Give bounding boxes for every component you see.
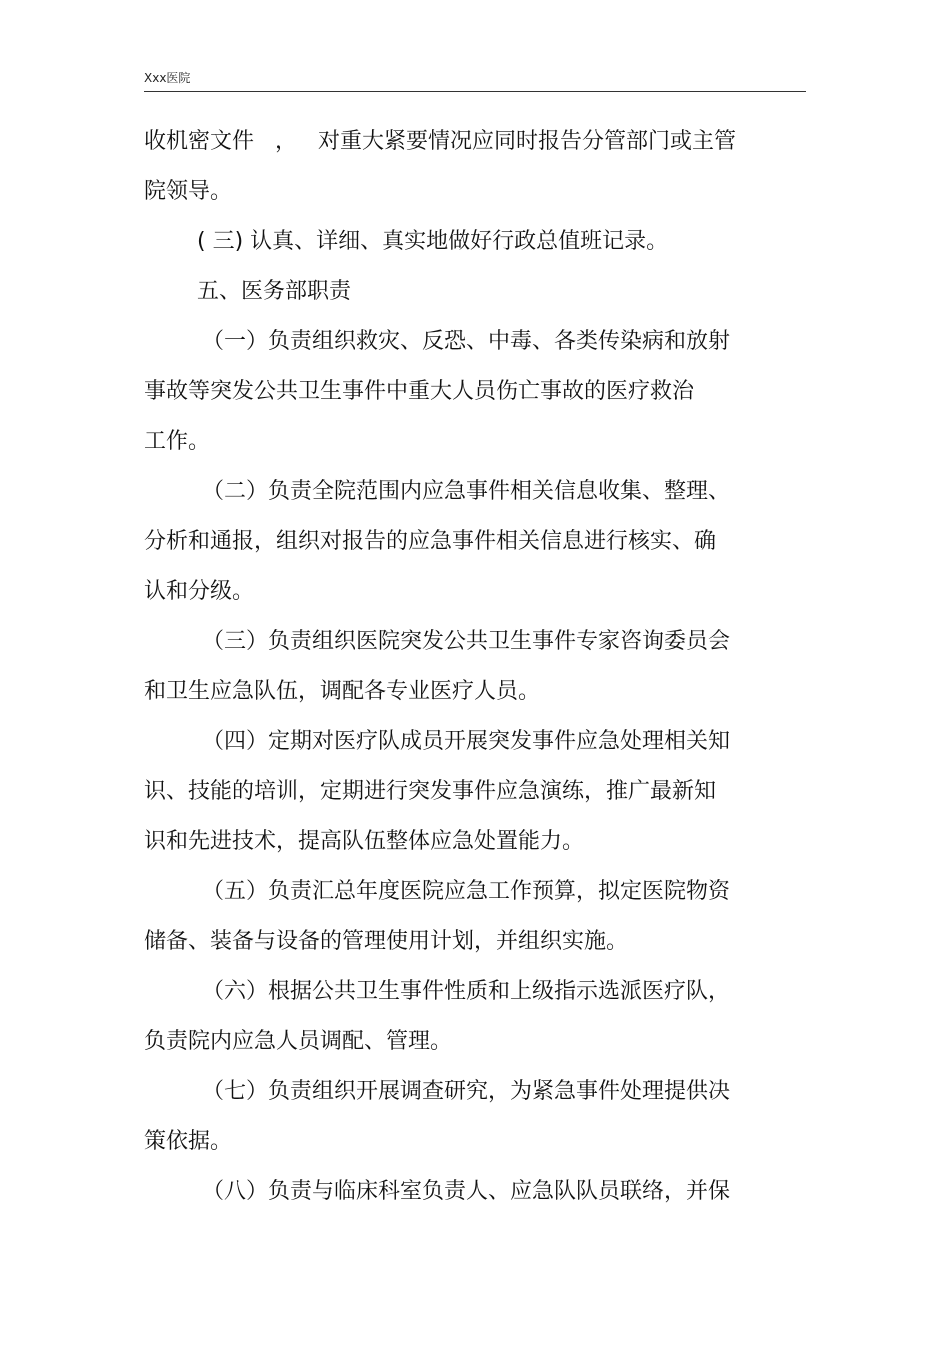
body-line: 认和分级。: [144, 579, 255, 604]
body-line: 收机密文件 ， 对重大紧要情况应同时报告分管部门或主管: [144, 129, 736, 154]
body-line: （五）负责汇总年度医院应急工作预算，拟定医院物资: [202, 879, 731, 904]
body-line: （七）负责组织开展调查研究，为紧急事件处理提供决: [202, 1079, 731, 1104]
body-line: 识、技能的培训，定期进行突发事件应急演练，推广最新知: [144, 779, 717, 804]
body-line: （二）负责全院范围内应急事件相关信息收集、整理、: [202, 479, 731, 504]
body-line: 事故等突发公共卫生事件中重大人员伤亡事故的医疗救治: [144, 379, 695, 404]
body-line: （八）负责与临床科室负责人、应急队队员联络，并保: [202, 1179, 731, 1204]
body-line: ( 三) 认真、详细、真实地做好行政总值班记录。: [197, 229, 669, 254]
body-line: （一）负责组织救灾、反恐、中毒、各类传染病和放射: [202, 329, 731, 354]
body-line: （六）根据公共卫生事件性质和上级指示选派医疗队，: [202, 979, 731, 1004]
body-line: （三）负责组织医院突发公共卫生事件专家咨询委员会: [202, 629, 731, 654]
body-line: 分析和通报，组织对报告的应急事件相关信息进行核实、确: [144, 529, 717, 554]
header-divider: [144, 91, 806, 92]
body-line: （四）定期对医疗队成员开展突发事件应急处理相关知: [202, 729, 731, 754]
body-line: 识和先进技术，提高队伍整体应急处置能力。: [144, 829, 585, 854]
body-line: 院领导。: [144, 179, 233, 204]
body-line: 策依据。: [144, 1129, 233, 1154]
body-line: 负责院内应急人员调配、管理。: [144, 1029, 453, 1054]
body-line: 和卫生应急队伍，调配各专业医疗人员。: [144, 679, 541, 704]
header-title: Xxx医院: [144, 71, 191, 85]
section-heading: 五、医务部职责: [197, 279, 352, 304]
body-line: 工作。: [144, 429, 211, 454]
body-line: 储备、装备与设备的管理使用计划，并组织实施。: [144, 929, 629, 954]
